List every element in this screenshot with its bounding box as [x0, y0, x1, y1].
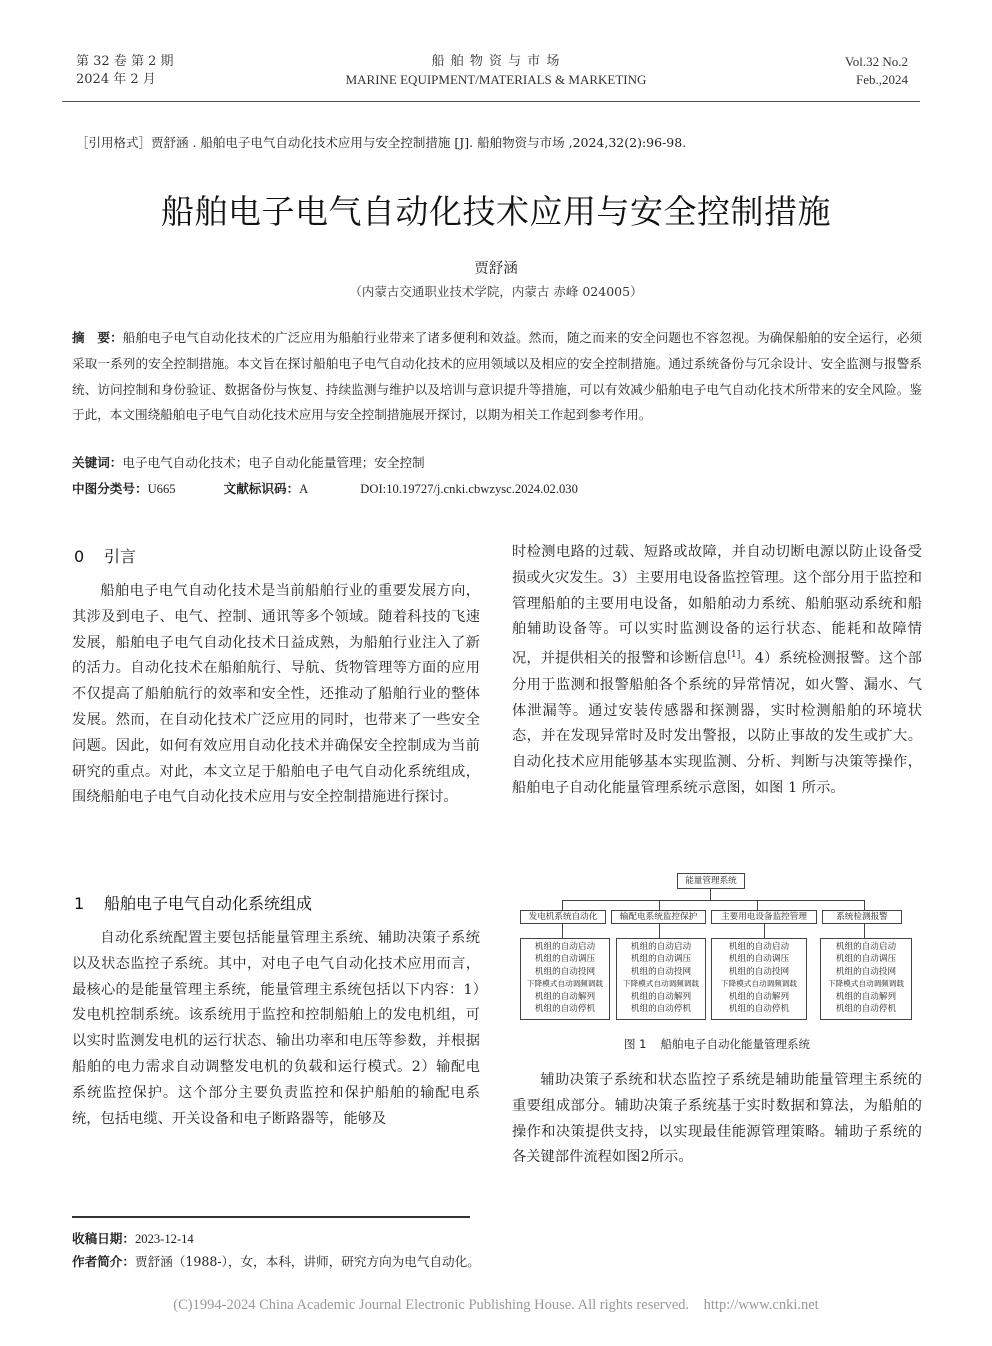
section-1-heading: [74, 891, 312, 914]
keywords: [72, 452, 425, 471]
diagram-leaf-item: 机组的自动解列: [630, 991, 692, 1002]
footnote-rule: [72, 1216, 470, 1218]
journal-name: [296, 53, 696, 89]
diagram-leaf-item: 机组的自动启动: [835, 942, 897, 952]
diagram-leaf-item: 机组的自动投网: [728, 966, 790, 977]
journal-volume: 第 32 卷 第 2 期: [76, 54, 174, 69]
diagram-leaf-list: [711, 938, 807, 1020]
diagram-branch-node: 输配电系统监控保护: [611, 910, 706, 924]
diagram-branch-node: 发电机系统自动化: [520, 910, 606, 924]
diagram-leaf-item: 机组的自动调压: [534, 954, 596, 965]
diagram-leaf-item: 机组的自动调压: [728, 954, 790, 965]
diagram-connector: [562, 900, 563, 910]
figure-1-caption-number: 图 1: [624, 1037, 647, 1051]
reference-1: [1]: [727, 650, 741, 661]
diagram-leaf-item: 下降模式自动调频调载: [721, 979, 797, 989]
diagram-leaf-item: 机组的自动停机: [534, 1004, 596, 1015]
diagram-connector: [562, 924, 563, 938]
diagram-connector: [757, 900, 758, 910]
section-0-number: 0: [74, 547, 85, 566]
figure-1-caption-text: 船舶电子自动化能量管理系统: [660, 1037, 810, 1051]
diagram-leaf-item: 机组的自动解列: [728, 991, 790, 1002]
diagram-leaf-item: 机组的自动启动: [534, 942, 596, 952]
diagram-leaf-item: 下降模式自动调频调载: [527, 979, 603, 989]
journal-name-cn: 船 舶 物 资 与 市 场: [431, 54, 561, 69]
diagram-connector: [562, 900, 865, 901]
journal-date-en: Feb.,2024: [856, 72, 908, 87]
author-affiliation: （内蒙古交通职业技术学院，内蒙古 赤峰 024005）: [349, 284, 643, 299]
diagram-leaf-item: 机组的自动停机: [630, 1004, 692, 1015]
received-date-label: 收稿日期：: [72, 1231, 135, 1246]
journal-date: 2024 年 2 月: [76, 72, 156, 87]
diagram-leaf-item: 下降模式自动调频调载: [828, 979, 904, 989]
section-1-paragraph: 自动化系统配置主要包括能量管理主系统、辅助决策子系统以及状态监控子系统。其中，对电子电气自动化技术应用而言，最核心的是能量管理主系统，能量管理主系统包括以下内容：1）发电机控制系统。该系统用于监控和控制船舶上的发电机组，可以实时监测发电机的运行状态、输出功率和电压等参数，并根据船舶的电力需求自动调整发电机的负载和运行模式。2）输配电系统监控保护。这个部分主要负责监控和保护船舶的输配电系统，包括电缆、开关设备和电子断路器等，能够及: [72, 930, 480, 1127]
copyright-notice: (C)1994-2024 China Academic Journal Electronic Publishing House. All rights reserved. http://www.cnki.net: [173, 1297, 819, 1313]
section-1-number: 1: [74, 894, 85, 913]
diagram-root-node: 能量管理系统: [677, 873, 745, 889]
paper-author: 贾舒涵: [474, 261, 518, 277]
citation-text: 贾舒涵 . 船舶电子电气自动化技术应用与安全控制措施 [J]. 船舶物资与市场 ,2024,32(2):96-98.: [151, 135, 687, 150]
received-date-value: 2023-12-14: [134, 1232, 194, 1246]
doc-code-value: A: [299, 482, 309, 496]
diagram-connector: [659, 900, 660, 910]
paragraph-1-part-a: 时检测电路的过载、短路或故障，并自动切断电源以防止设备受损或火灾发生。3）主要用电设备监控管理。这个部分用于监控和管理船舶的主要用电设备，如船舶动力系统、船舶驱动系统和船舶辅助设备等。可以实时监测设备的运行状态、能耗和故障情况，并提供相关的报警和诊断信息: [512, 544, 922, 667]
diagram-connector: [764, 924, 765, 938]
paper-title: 船舶电子电气自动化技术应用与安全控制措施: [161, 192, 831, 231]
classification-info: [72, 478, 578, 497]
diagram-leaf-item: 机组的自动解列: [835, 991, 897, 1002]
figure-1-caption: [512, 1036, 922, 1052]
figure-1-diagram: [518, 870, 918, 1026]
section-1-body: [72, 926, 480, 1132]
diagram-leaf-item: 机组的自动停机: [728, 1004, 790, 1015]
doi-label: DOI:: [360, 482, 387, 496]
author-bio: [72, 1251, 480, 1270]
keywords-label: 关键词：: [72, 455, 123, 470]
citation-format: [76, 133, 926, 151]
header-rule: [62, 101, 920, 102]
paragraph-1-part-b: 。4）系统检测报警。这个部分用于监测和报警船舶各个系统的异常情况，如火警、漏水、气体泄漏等。通过安装传感器和探测器，实时检测船舶的环境状态，并在发现异常时及时发出警报，以防止事故的发生或扩大。自动化技术应用能够基本实现监测、分析、判断与决策等操作，船舶电子自动化能量管理系统示意图，如图 1 所示。: [512, 650, 922, 796]
diagram-leaf-list: [820, 938, 912, 1020]
diagram-leaf-item: 机组的自动启动: [728, 942, 790, 952]
diagram-leaf-item: 下降模式自动调频调载: [623, 979, 699, 989]
right-column-paragraph-1: [512, 540, 922, 802]
diagram-leaf-item: 机组的自动调压: [630, 954, 692, 965]
right-column-paragraph-2: 辅助决策子系统和状态监控子系统是辅助能量管理主系统的重要组成部分。辅助决策子系统基于实时数据和算法，为船舶的操作和决策提供支持，以实现最佳能源管理策略。辅助子系统的各关键部件流程如图2所示。: [512, 1072, 922, 1166]
diagram-leaf-list: [616, 938, 706, 1020]
diagram-branch-node: 系统检测报警: [822, 910, 902, 924]
diagram-leaf-item: 机组的自动停机: [835, 1004, 897, 1015]
doc-code-label: 文献标识码：: [223, 481, 300, 496]
journal-name-en: MARINE EQUIPMENT/MATERIALS & MARKETING: [345, 72, 647, 87]
right-column-body-2: [512, 1068, 922, 1171]
diagram-branch-node: 主要用电设备监控管理: [711, 910, 817, 924]
section-0-paragraph: 船舶电子电气自动化技术是当前船舶行业的重要发展方向，其涉及到电子、电气、控制、通讯等多个领域。随着科技的飞速发展，船舶电子电气自动化技术日益成熟，为船舶行业注入了新的活力。自动化技术在船舶航行、导航、货物管理等方面的应用不仅提高了船舶航行的效率和安全性，还推动了船舶行业的整体发展。然而，在自动化技术广泛应用的同时，也带来了一些安全问题。因此，如何有效应用自动化技术并确保安全控制成为当前研究的重点。对此，本文立足于船舶电子电气自动化系统组成，围绕船舶电子电气自动化技术应用与安全控制措施进行探讨。: [72, 583, 480, 806]
received-date: [72, 1228, 194, 1247]
keywords-text: 电子电气自动化技术；电子自动化能量管理；安全控制: [122, 455, 425, 470]
author-bio-value: 贾舒涵（1988-），女，本科，讲师，研究方向为电气自动化。: [134, 1254, 480, 1269]
abstract-text: 船舶电子电气自动化技术的广泛应用为船舶行业带来了诸多便利和效益。然而，随之而来的安全问题也不容忽视。为确保船舶的安全运行，必须采取一系列的安全控制措施。本文旨在探讨船舶电子电气自动化技术的应用领域以及相应的安全控制措施。通过系统备份与冗余设计、安全监测与报警系统、访问控制和身份验证、数据备份与恢复、持续监测与维护以及培训与意识提升等措施，可以有效减少船舶电子电气自动化技术所带来的安全风险。鉴于此，本文围绕船舶电子电气自动化技术应用与安全控制措施展开探讨，以期为相关工作起到参考作用。: [72, 330, 923, 423]
diagram-connector: [659, 924, 660, 938]
right-column-body: [512, 540, 922, 802]
diagram-leaf-list: [520, 938, 610, 1020]
citation-label: ［引用格式］: [76, 135, 152, 150]
section-0-body: [72, 579, 480, 811]
section-1-title: 船舶电子电气自动化系统组成: [104, 894, 313, 913]
journal-issue-info-en: [780, 53, 908, 89]
diagram-connector: [864, 900, 865, 910]
diagram-leaf-item: 机组的自动解列: [534, 991, 596, 1002]
diagram-leaf-item: 机组的自动调压: [835, 954, 897, 965]
journal-volume-en: Vol.32 No.2: [845, 54, 908, 69]
doi-value: 10.19727/j.cnki.cbwzysc.2024.02.030: [386, 482, 578, 496]
author-bio-label: 作者简介：: [72, 1254, 135, 1269]
diagram-leaf-item: 机组的自动投网: [534, 966, 596, 977]
section-0-heading: [74, 544, 136, 567]
diagram-leaf-item: 机组的自动投网: [630, 966, 692, 977]
section-0-title: 引言: [104, 547, 137, 566]
clc-value: U665: [147, 482, 176, 496]
journal-issue-info: [76, 53, 173, 89]
diagram-connector: [864, 924, 865, 938]
abstract-label: 摘 要：: [72, 330, 123, 345]
diagram-leaf-item: 机组的自动启动: [630, 942, 692, 952]
clc-label: 中图分类号：: [72, 481, 148, 496]
abstract: [72, 325, 922, 428]
diagram-leaf-item: 机组的自动投网: [835, 966, 897, 977]
